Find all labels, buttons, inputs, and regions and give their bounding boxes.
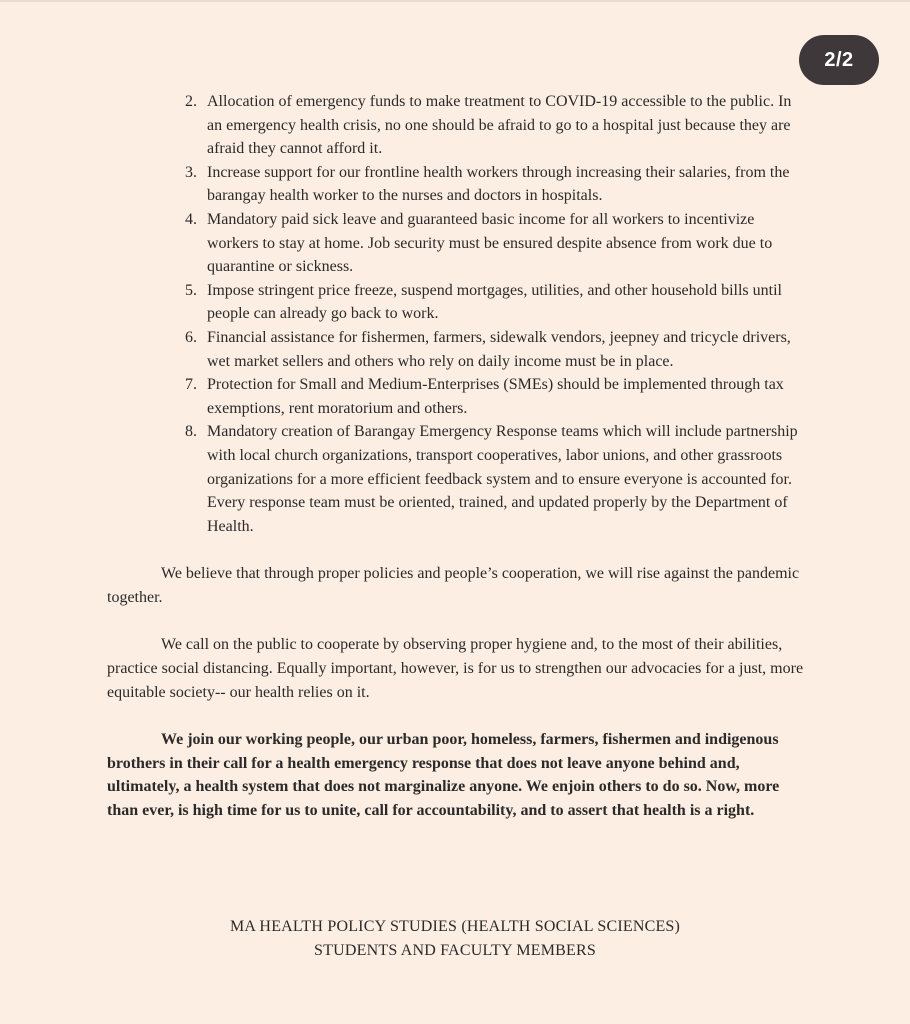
- document-body: [107, 90, 807, 823]
- list-item-number: 3.: [185, 163, 197, 181]
- list-item-text: Mandatory creation of Barangay Emergency Response teams which will include partnership with local church organizations, transport cooperatives, labor unions, and other grassroots organizations for a more efficient feedback system and to ensure everyone is accounted for. Every response team must be oriented, trained, and updated properly by the Department of Health.: [207, 423, 798, 535]
- list-item-number: 7.: [185, 376, 197, 394]
- page-indicator-badge: 2/2: [799, 35, 879, 85]
- list-item-text: Impose stringent price freeze, suspend mortgages, utilities, and other household bills until people can already go back to work.: [207, 281, 782, 323]
- top-divider: [0, 0, 910, 2]
- list-item: [107, 161, 807, 208]
- list-item: [107, 326, 807, 373]
- list-item: [107, 373, 807, 420]
- list-item: [107, 90, 807, 161]
- list-item: [107, 208, 807, 279]
- list-item-number: 2.: [185, 93, 197, 110]
- list-item-number: 6.: [185, 328, 197, 346]
- demands-list: [107, 90, 807, 538]
- signature-line-program: MA HEALTH POLICY STUDIES (HEALTH SOCIAL SCIENCES): [229, 918, 681, 935]
- list-item-text: Financial assistance for fishermen, farmers, sidewalk vendors, jeepney and tricycle drivers, wet market sellers and others who rely on daily income must be in place.: [207, 328, 791, 370]
- call-paragraph: We call on the public to cooperate by observing proper hygiene and, to the most of their abilities, practice social distancing. Equally important, however, is for us to strengthen our advocacies for a just, more equitable society-- our health relies on it.: [107, 636, 804, 701]
- list-item: [107, 279, 807, 326]
- signature-block: [0, 915, 910, 962]
- belief-paragraph: We believe that through proper policies and people’s cooperation, we will rise against the pandemic together.: [107, 565, 800, 606]
- list-item-text: Allocation of emergency funds to make treatment to COVID-19 accessible to the public. In an emergency health crisis, no one should be afraid to go to a hospital just because they are afraid they cannot afford it.: [207, 93, 792, 158]
- list-item-number: 4.: [185, 210, 197, 228]
- list-item: [107, 420, 807, 538]
- join-paragraph: We join our working people, our urban poor, homeless, farmers, fishermen and indigenous brothers in their call for a health emergency response that does not leave anyone behind and, ultimately, a health system that does not marginalize anyone. We enjoin others to do so. Now, more than ever, is high time for us to unite, call for accountability, and to assert that health is a right.: [107, 731, 780, 820]
- list-item-text: Increase support for our frontline health workers through increasing their salaries, from the barangay health worker to the nurses and doctors in hospitals.: [207, 163, 790, 205]
- list-item-text: Protection for Small and Medium-Enterprises (SMEs) should be implemented through tax exemptions, rent moratorium and others.: [207, 376, 784, 417]
- signature-line-members: STUDENTS AND FACULTY MEMBERS: [314, 941, 596, 959]
- list-item-number: 5.: [185, 281, 197, 299]
- list-item-number: 8.: [185, 423, 197, 441]
- list-item-text: Mandatory paid sick leave and guaranteed basic income for all workers to incentivize workers to stay at home. Job security must be ensured despite absence from work due to quarantine or sickness.: [207, 210, 773, 276]
